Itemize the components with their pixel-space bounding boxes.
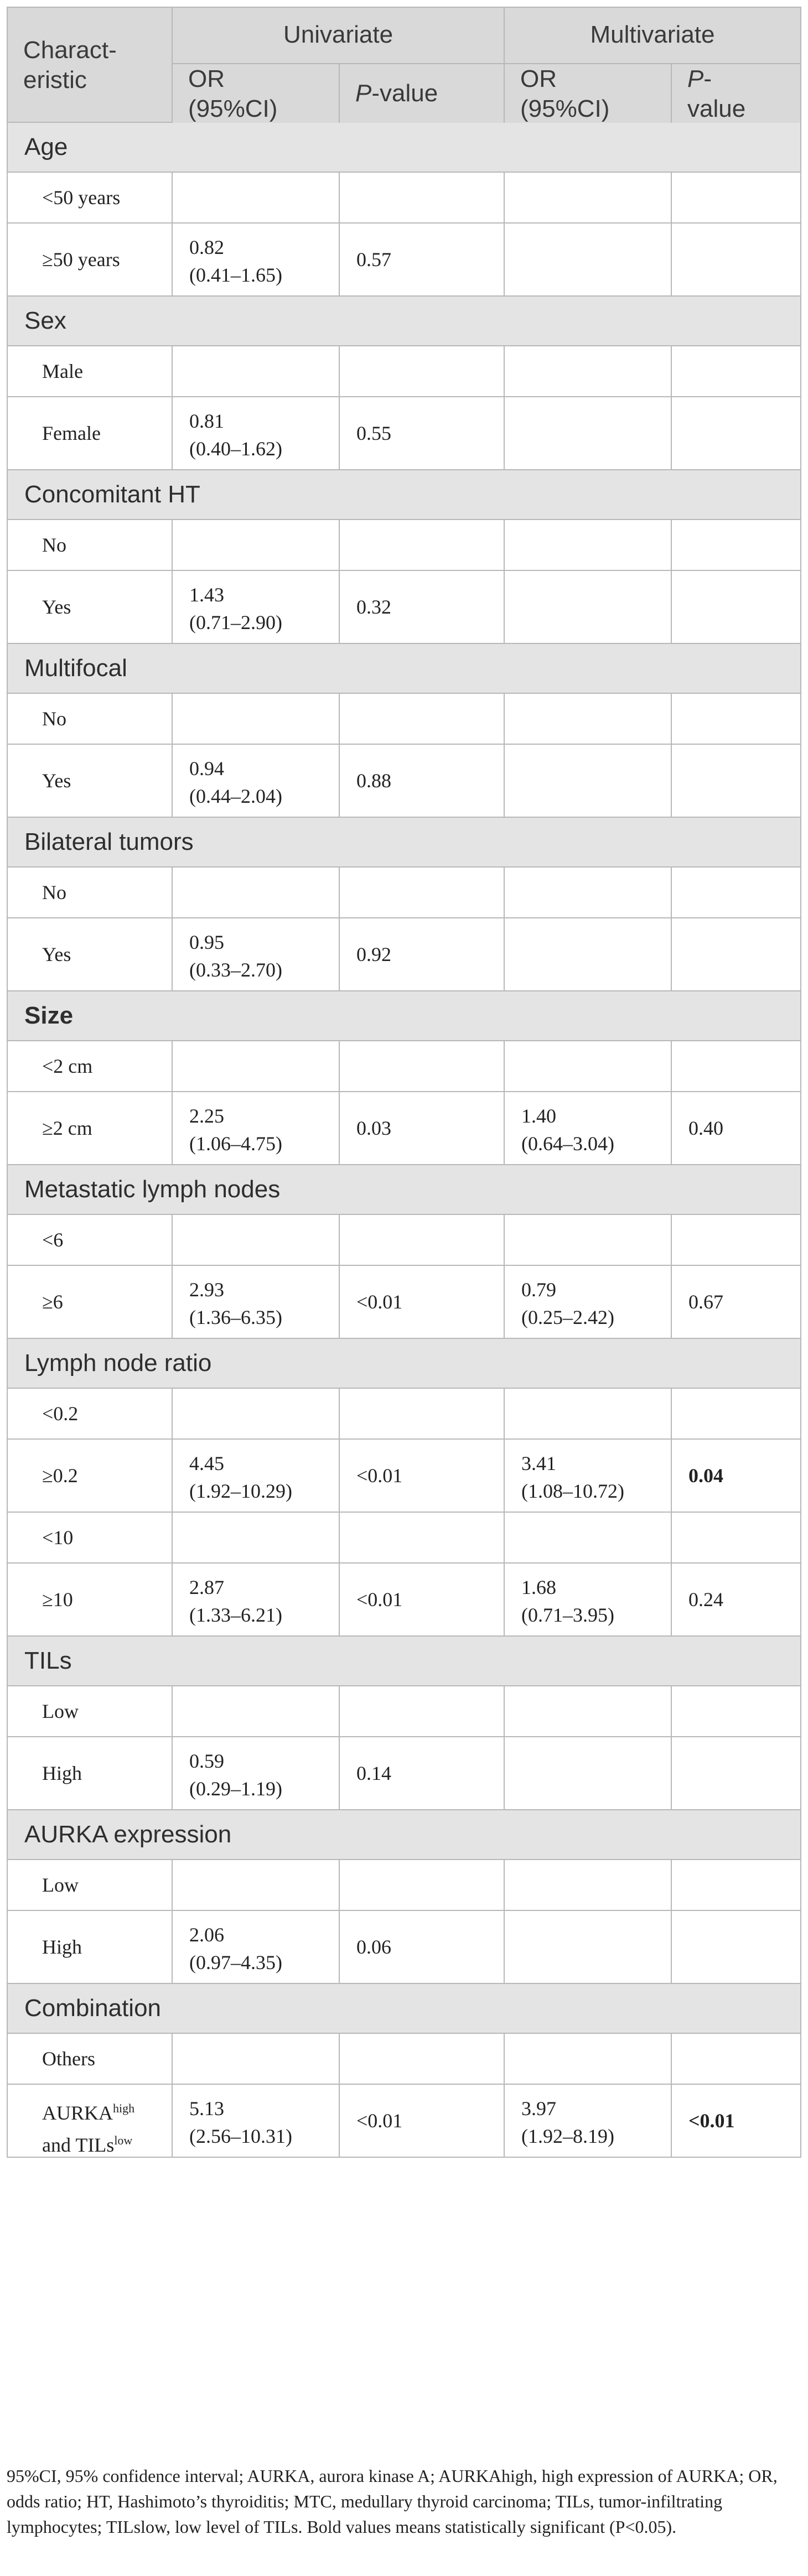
row-label: Yes (42, 770, 71, 792)
multivariate-p-value-cell (672, 1564, 801, 1637)
row-label-cell (7, 346, 173, 397)
univariate-or-cell (173, 1686, 340, 1737)
multivariate-p-value-cell (672, 1092, 801, 1165)
univariate-or-cell (173, 1266, 340, 1339)
row-label-cell (7, 918, 173, 991)
table-row (7, 224, 801, 297)
multivariate-or-cell (505, 520, 672, 571)
table-footnote: 95%CI, 95% confidence interval; AURKA, aurora kinase A; AURKAhigh, high expression of AURKA; OR, odds ratio; HT, Hashimoto’s thyroiditis; MTC, medullary thyroid carcinoma; TILs, tumor-infiltrating lymphocytes; TILslow, low level of TILs. Bold values means statistically significant (P<0.05). (7, 2466, 778, 2537)
table-row (7, 1737, 801, 1810)
univariate-or: 0.94 (0.44–2.04) (189, 757, 282, 807)
section-header (7, 1984, 801, 2034)
univariate-p-value: <0.01 (356, 2110, 403, 2132)
multivariate-or: 1.68 (0.71–3.95) (521, 1576, 614, 1626)
section-label: Combination (24, 1995, 162, 2022)
row-label-cell (7, 1440, 173, 1513)
multivariate-p-value-cell (672, 1041, 801, 1092)
row-label: Male (42, 360, 83, 382)
univariate-p-value-cell (340, 224, 505, 297)
univariate-or: 0.95 (0.33–2.70) (189, 931, 282, 981)
univariate-or-cell (173, 520, 340, 571)
multivariate-or: 3.97 (1.92–8.19) (521, 2097, 614, 2147)
multivariate-or: 3.41 (1.08–10.72) (521, 1452, 624, 1502)
table-row (7, 1389, 801, 1440)
multivariate-p-value-cell (672, 1389, 801, 1440)
section-label: Sex (24, 307, 66, 334)
multivariate-p-value-cell (672, 173, 801, 224)
row-label: Yes (42, 596, 71, 618)
header-multi-p: P- value (687, 65, 746, 122)
univariate-or-cell (173, 694, 340, 745)
multivariate-or-cell (505, 397, 672, 470)
multivariate-p-value-cell (672, 1266, 801, 1339)
row-label-cell (7, 1513, 173, 1564)
header-uni-p: P-value (355, 80, 438, 107)
header-uni-p-cell (340, 64, 505, 124)
univariate-p-value-cell (340, 1215, 505, 1266)
multivariate-p-value-cell (672, 1215, 801, 1266)
univariate-p-value-cell (340, 571, 505, 644)
table-row (7, 868, 801, 918)
section-label: Lymph node ratio (24, 1349, 212, 1377)
table-row (7, 173, 801, 224)
header-characteristic-cell (7, 8, 173, 123)
univariate-or-cell (173, 918, 340, 991)
table-row (7, 346, 801, 397)
univariate-or: 5.13 (2.56–10.31) (189, 2097, 292, 2147)
univariate-or-cell (173, 571, 340, 644)
univariate-p-value-cell (340, 1686, 505, 1737)
univariate-p-value-cell (340, 1389, 505, 1440)
header-univariate: Univariate (283, 21, 393, 48)
univariate-p-value-cell (340, 745, 505, 818)
table-header (7, 7, 801, 123)
univariate-or: 0.82 (0.41–1.65) (189, 236, 282, 286)
section-header (7, 1339, 801, 1389)
table-row (7, 397, 801, 470)
univariate-p-value-cell (340, 918, 505, 991)
univariate-p-value: 0.55 (356, 422, 391, 444)
multivariate-or-cell (505, 1266, 672, 1339)
table-row (7, 1860, 801, 1911)
header-univariate-cell (173, 8, 505, 64)
table-row (7, 1564, 801, 1637)
multivariate-or-cell (505, 346, 672, 397)
univariate-or-cell (173, 1215, 340, 1266)
multivariate-or-cell (505, 224, 672, 297)
row-label-cell (7, 1911, 173, 1984)
section-label: Size (24, 1002, 74, 1029)
univariate-p-value-cell (340, 346, 505, 397)
multivariate-or-cell (505, 868, 672, 918)
univariate-or-cell (173, 868, 340, 918)
univariate-or: 2.93 (1.36–6.35) (189, 1279, 282, 1328)
row-label-cell (7, 1389, 173, 1440)
univariate-p-value-cell (340, 1440, 505, 1513)
univariate-p-value-cell (340, 1737, 505, 1810)
row-label-cell (7, 397, 173, 470)
univariate-p-value: 0.92 (356, 943, 391, 965)
multivariate-or-cell (505, 1911, 672, 1984)
row-label: No (42, 534, 66, 556)
univariate-p-value: 0.57 (356, 248, 391, 271)
row-label: High (42, 1762, 82, 1784)
univariate-or-cell (173, 1041, 340, 1092)
univariate-or: 2.06 (0.97–4.35) (189, 1924, 282, 1973)
section-header (7, 1810, 801, 1860)
row-label-cell (7, 2085, 173, 2158)
univariate-p-value-cell (340, 1041, 505, 1092)
multivariate-p-value-cell (672, 1911, 801, 1984)
row-label-cell (7, 694, 173, 745)
multivariate-or-cell (505, 1041, 672, 1092)
row-label-cell (7, 1041, 173, 1092)
table-row (7, 1911, 801, 1984)
row-label: ≥2 cm (42, 1117, 92, 1139)
univariate-or-cell (173, 2085, 340, 2158)
univariate-or-cell (173, 1564, 340, 1637)
row-label: No (42, 708, 66, 730)
multivariate-p-value-cell (672, 346, 801, 397)
multivariate-p-value-cell (672, 2034, 801, 2085)
univariate-or-cell (173, 346, 340, 397)
section-header (7, 297, 801, 346)
row-label-cell (7, 745, 173, 818)
header-multi-or: OR (95%CI) (520, 65, 610, 122)
row-label: <0.2 (42, 1403, 79, 1425)
row-label-cell (7, 868, 173, 918)
row-label-cell (7, 1266, 173, 1339)
univariate-p-value-cell (340, 1092, 505, 1165)
univariate-p-value: 0.03 (356, 1117, 391, 1139)
multivariate-or-cell (505, 2034, 672, 2085)
multivariate-or-cell (505, 918, 672, 991)
row-label: ≥6 (42, 1291, 63, 1313)
header-uni-or-cell (173, 64, 340, 124)
multivariate-or-cell (505, 1860, 672, 1911)
multivariate-or-cell (505, 745, 672, 818)
row-label: ≥10 (42, 1588, 73, 1611)
table-row (7, 2034, 801, 2085)
univariate-or-cell (173, 224, 340, 297)
univariate-p-value: <0.01 (356, 1588, 403, 1611)
univariate-p-value-cell (340, 397, 505, 470)
univariate-p-value-cell (340, 1911, 505, 1984)
table-row (7, 1041, 801, 1092)
row-label-cell (7, 520, 173, 571)
section-header (7, 991, 801, 1041)
section-header (7, 644, 801, 694)
section-label: Concomitant HT (24, 481, 200, 508)
row-label-cell (7, 2034, 173, 2085)
multivariate-p-value-cell (672, 1440, 801, 1513)
table-row (7, 1686, 801, 1737)
multivariate-p-value-cell (672, 868, 801, 918)
univariate-or-cell (173, 1092, 340, 1165)
multivariate-p-value: 0.04 (688, 1464, 723, 1487)
univariate-p-value-cell (340, 520, 505, 571)
multivariate-or-cell (505, 1737, 672, 1810)
row-label-cell (7, 571, 173, 644)
header-multi-or-cell (505, 64, 672, 124)
univariate-or-cell (173, 1513, 340, 1564)
univariate-p-value-cell (340, 1513, 505, 1564)
row-label-cell (7, 1092, 173, 1165)
univariate-p-value: 0.14 (356, 1762, 391, 1784)
multivariate-p-value-cell (672, 1737, 801, 1810)
multivariate-or: 1.40 (0.64–3.04) (521, 1105, 614, 1155)
section-label: Age (24, 133, 68, 160)
row-label-cell (7, 1860, 173, 1911)
univariate-p-value: 0.06 (356, 1936, 391, 1958)
header-multi-p-cell (672, 64, 801, 124)
multivariate-p-value: 0.24 (688, 1588, 723, 1611)
univariate-p-value: 0.88 (356, 770, 391, 792)
multivariate-or-cell (505, 1440, 672, 1513)
row-label: Others (42, 2048, 95, 2070)
multivariate-p-value: 0.67 (688, 1291, 723, 1313)
univariate-or: 2.87 (1.33–6.21) (189, 1576, 282, 1626)
multivariate-p-value-cell (672, 397, 801, 470)
multivariate-p-value-cell (672, 520, 801, 571)
section-label: TILs (24, 1647, 72, 1674)
row-label: Yes (42, 943, 71, 965)
section-header (7, 123, 801, 173)
univariate-or: 4.45 (1.92–10.29) (189, 1452, 292, 1502)
univariate-p-value: 0.32 (356, 596, 391, 618)
row-label: <6 (42, 1229, 64, 1251)
row-label: Low (42, 1700, 79, 1722)
multivariate-p-value-cell (672, 1686, 801, 1737)
univariate-or-cell (173, 1860, 340, 1911)
univariate-or: 2.25 (1.06–4.75) (189, 1105, 282, 1155)
row-label-cell (7, 1686, 173, 1737)
header-multivariate-cell (505, 8, 801, 64)
row-label-cell (7, 173, 173, 224)
table-row (7, 2085, 801, 2158)
section-label: Bilateral tumors (24, 828, 194, 855)
univariate-or-cell (173, 1911, 340, 1984)
univariate-or: 0.59 (0.29–1.19) (189, 1750, 282, 1800)
row-label-cell (7, 1564, 173, 1637)
table-row (7, 1215, 801, 1266)
multivariate-p-value: <0.01 (688, 2110, 735, 2132)
univariate-p-value: <0.01 (356, 1291, 403, 1313)
univariate-p-value-cell (340, 868, 505, 918)
row-label: <50 years (42, 186, 121, 209)
section-label: AURKA expression (24, 1821, 232, 1848)
row-label: No (42, 881, 66, 903)
multivariate-or-cell (505, 1686, 672, 1737)
row-label: High (42, 1936, 82, 1958)
row-label-cell (7, 224, 173, 297)
row-label-cell (7, 1215, 173, 1266)
section-label: Multifocal (24, 655, 127, 682)
univariate-p-value: <0.01 (356, 1464, 403, 1487)
univariate-or: 1.43 (0.71–2.90) (189, 584, 282, 633)
table-row (7, 745, 801, 818)
multivariate-or-cell (505, 173, 672, 224)
univariate-or-cell (173, 173, 340, 224)
multivariate-or-cell (505, 1215, 672, 1266)
multivariate-or: 0.79 (0.25–2.42) (521, 1279, 614, 1328)
section-header (7, 470, 801, 520)
row-label: Female (42, 422, 101, 444)
table-row (7, 1513, 801, 1564)
univariate-or-cell (173, 745, 340, 818)
row-label: ≥0.2 (42, 1464, 78, 1487)
multivariate-or-cell (505, 1092, 672, 1165)
table-row (7, 1440, 801, 1513)
row-label: $AURKA^{high}$ and TILs$^{low}$ (42, 2101, 135, 2156)
table-row (7, 918, 801, 991)
univariate-p-value-cell (340, 1564, 505, 1637)
univariate-p-value-cell (340, 1266, 505, 1339)
multivariate-p-value-cell (672, 1513, 801, 1564)
multivariate-p-value-cell (672, 1860, 801, 1911)
section-header (7, 1637, 801, 1686)
table-row (7, 571, 801, 644)
multivariate-or-cell (505, 694, 672, 745)
univariate-p-value-cell (340, 1860, 505, 1911)
row-label-cell (7, 1737, 173, 1810)
multivariate-or-cell (505, 1564, 672, 1637)
section-header (7, 818, 801, 868)
section-label: Metastatic lymph nodes (24, 1176, 281, 1203)
section-header (7, 1165, 801, 1215)
multivariate-p-value-cell (672, 694, 801, 745)
header-multivariate: Multivariate (590, 21, 715, 48)
multivariate-p-value-cell (672, 2085, 801, 2158)
univariate-p-value-cell (340, 694, 505, 745)
multivariate-p-value-cell (672, 918, 801, 991)
multivariate-or-cell (505, 571, 672, 644)
row-label: <2 cm (42, 1055, 93, 1077)
row-label: Low (42, 1874, 79, 1896)
univariate-or-cell (173, 1389, 340, 1440)
multivariate-p-value: 0.40 (688, 1117, 723, 1139)
univariate-p-value-cell (340, 2034, 505, 2085)
header-characteristic: Charact- eristic (23, 37, 117, 94)
univariate-p-value-cell (340, 173, 505, 224)
univariate-or: 0.81 (0.40–1.62) (189, 410, 282, 460)
univariate-p-value-cell (340, 2085, 505, 2158)
multivariate-or-cell (505, 1389, 672, 1440)
multivariate-or-cell (505, 2085, 672, 2158)
univariate-or-cell (173, 1737, 340, 1810)
table-row (7, 520, 801, 571)
univariate-or-cell (173, 2034, 340, 2085)
row-label: ≥50 years (42, 248, 120, 271)
multivariate-p-value-cell (672, 224, 801, 297)
multivariate-or-cell (505, 1513, 672, 1564)
multivariate-p-value-cell (672, 745, 801, 818)
table-row (7, 694, 801, 745)
row-label: <10 (42, 1526, 74, 1549)
header-uni-or: OR (95%CI) (188, 65, 278, 122)
table-row (7, 1266, 801, 1339)
table-row (7, 1092, 801, 1165)
univariate-or-cell (173, 397, 340, 470)
univariate-or-cell (173, 1440, 340, 1513)
multivariate-p-value-cell (672, 571, 801, 644)
